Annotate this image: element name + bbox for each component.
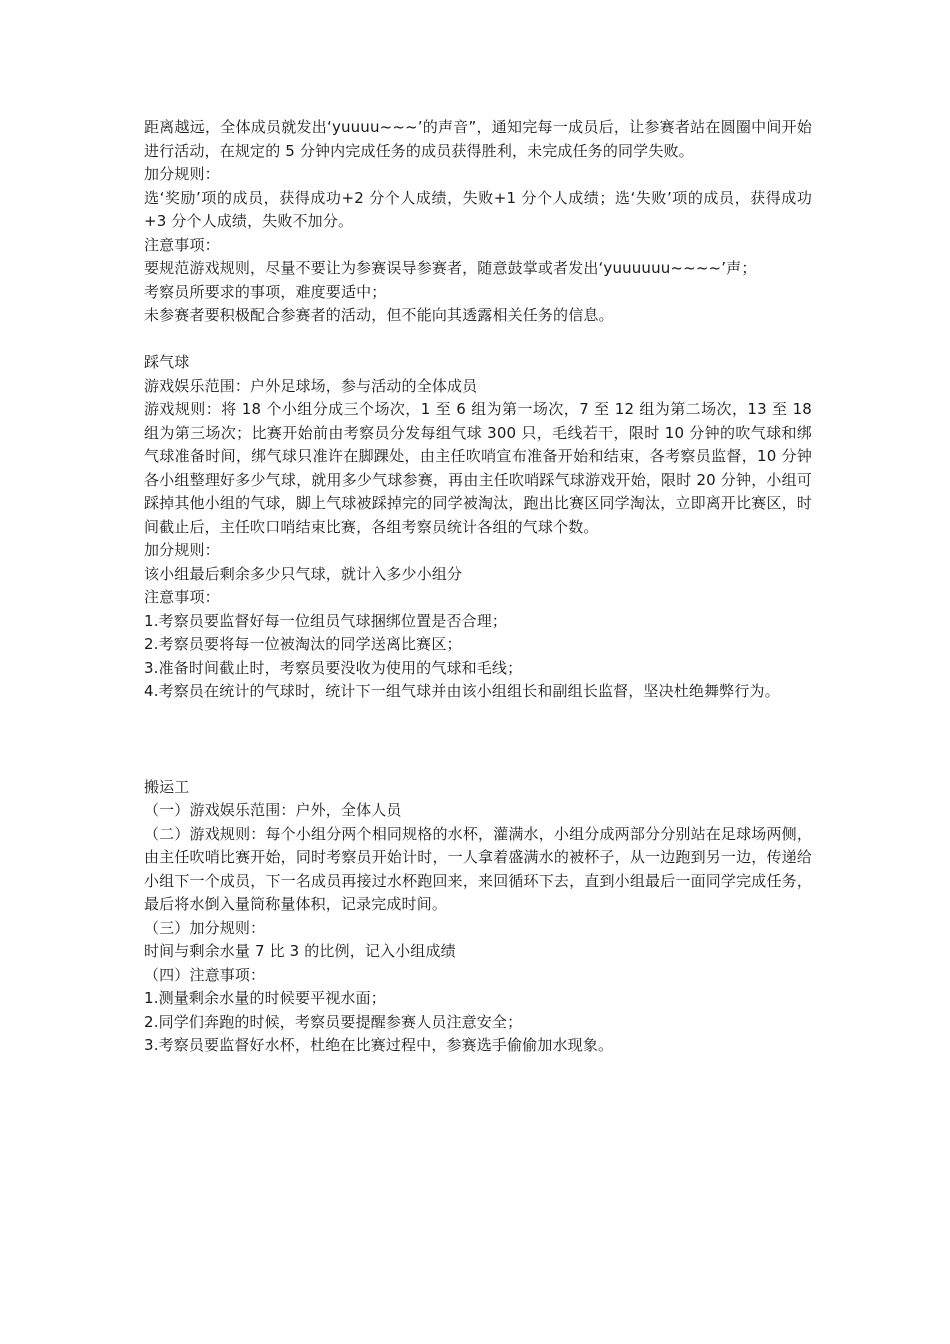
notes-heading: （四）注意事项： xyxy=(144,965,266,984)
note-item: 3.准备时间截止时，考察员要没收为使用的气球和毛线； xyxy=(144,658,523,677)
paragraph-intro: 距离越远，全体成员就发出‘yuuuu~~~’的声音”，通知完每一成员后，让参赛者站在圆圈中间开始进行活动，在规定的 5 分钟内完成任务的成员获得胜利，未完成任务的同学失败。 xyxy=(144,118,812,160)
note-item: 4.考察员在统计的气球时，统计下一组气球并由该小组组长和副组长监督，坚决杜绝舞弊行为。 xyxy=(144,682,780,700)
note-item: 未参赛者要积极配合参赛者的活动，但不能向其透露相关任务的信息。 xyxy=(144,306,614,324)
game-scope: 游戏娱乐范围：户外足球场，参与活动的全体成员 xyxy=(144,376,478,395)
game-rules: 游戏规则：将 18 个小组分成三个场次，1 至 6 组为第一场次，7 至 12 组为第二场次，13 至 18 组为第三场次；比赛开始前由考察员分发每组气球 300 只，毛线若干，限时 10 分钟的吹气球和绑气球准备时间，绑气球只准许在脚踝处，由主任吹哨宣布准备开始和结束，各考察员监督，10 分钟各小组整理好多少气球，就用多少气球参赛，再由主任吹哨踩气球游戏开始，限时 20 分钟，小组可踩掉其他小组的气球，脚上气球被踩掉完的同学被淘汰，跑出比赛区同学淘汰，立即离开比赛区，时间截止后，主任吹口哨结束比赛，各组考察员统计各组的气球个数。 xyxy=(144,400,812,536)
note-item: 要规范游戏规则，尽量不要让为参赛误导参赛者，随意鼓掌或者发出‘yuuuuuu~~~~’声； xyxy=(144,259,757,277)
game-scope: （一）游戏娱乐范围：户外，全体人员 xyxy=(144,801,402,819)
spacer xyxy=(144,704,812,776)
document-body xyxy=(144,116,812,1058)
bonus-heading: （三）加分规则： xyxy=(144,918,266,937)
section-title: 踩气球 xyxy=(144,353,190,371)
section-balloon-stomp xyxy=(144,351,812,704)
note-item: 1.考察员要监督好每一位组员气球捆绑位置是否合理； xyxy=(144,611,508,630)
section-water-carrier xyxy=(144,776,812,1058)
notes-heading: 注意事项： xyxy=(144,588,220,606)
note-item: 考察员所要求的事项，难度要适中； xyxy=(144,282,387,301)
game-rules: （二）游戏规则：每个小组分两个相同规格的水杯，灌满水，小组分成两部分分别站在足球场两侧，由主任吹哨比赛开始，同时考察员开始计时，一人拿着盛满水的被杯子，从一边跑到另一边，传递给小组下一个成员，下一名成员再接过水杯跑回来，来回循环下去，直到小组最后一面同学完成任务，最后将水倒入量筒称量体积，记录完成时间。 xyxy=(144,824,812,913)
bonus-heading: 加分规则： xyxy=(144,541,220,559)
section-previous-game xyxy=(144,116,812,328)
section-title: 搬运工 xyxy=(144,777,190,796)
bonus-text: 时间与剩余水量 7 比 3 的比例，记入小组成绩 xyxy=(144,942,456,960)
note-item: 1.测量剩余水量的时候要平视水面； xyxy=(144,989,386,1007)
bonus-text: 选‘奖励’项的成员，获得成功+2 分个人成绩，失败+1 分个人成绩；选‘失败’项的成员，获得成功+3 分个人成绩，失败不加分。 xyxy=(144,188,812,230)
note-item: 2.同学们奔跑的时候，考察员要提醒参赛人员注意安全； xyxy=(144,1012,523,1031)
note-item: 3.考察员要监督好水杯，杜绝在比赛过程中，参赛选手偷偷加水现象。 xyxy=(144,1036,614,1054)
spacer xyxy=(144,328,812,352)
bonus-heading: 加分规则： xyxy=(144,165,220,183)
notes-heading: 注意事项： xyxy=(144,235,220,254)
note-item: 2.考察员要将每一位被淘汰的同学送离比赛区； xyxy=(144,635,462,653)
bonus-text: 该小组最后剩余多少只气球，就计入多少小组分 xyxy=(144,564,463,583)
